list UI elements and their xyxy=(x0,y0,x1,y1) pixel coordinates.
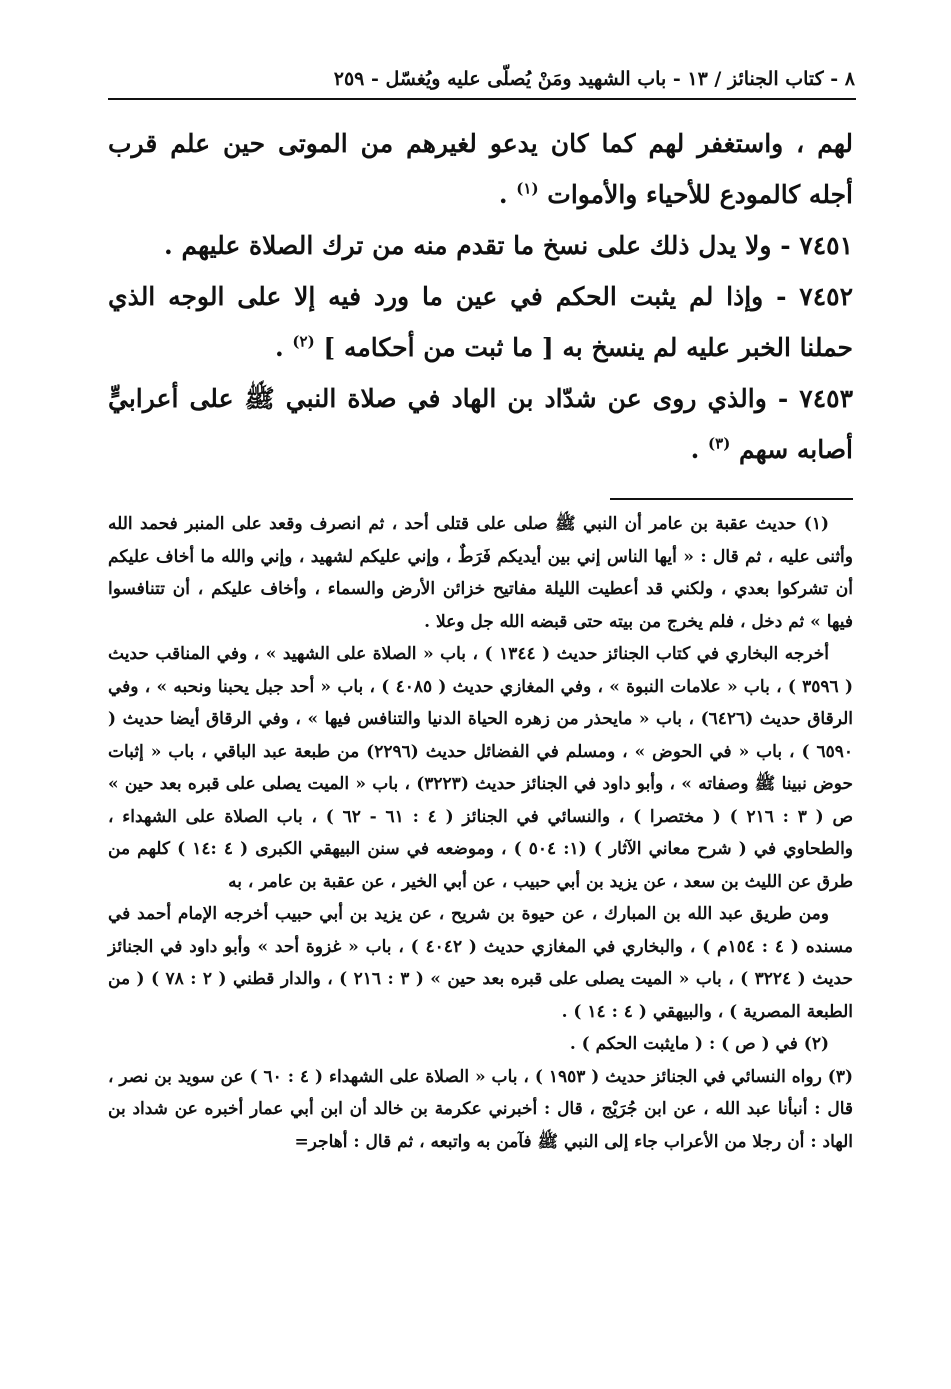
paragraph-7453-text: ٧٤٥٣ - والذي روى عن شدّاد بن الهاد في صلاة النبي ﷺ على أعرابيٍّ أصابه سهم xyxy=(108,384,853,464)
footnote-divider xyxy=(610,498,853,500)
paragraph-7452-end: . xyxy=(275,333,293,362)
paragraph-7452 xyxy=(108,271,853,373)
footnote-3: (٣) رواه النسائي في الجنائز حديث ( ١٩٥٣ ) ، باب « الصلاة على الشهداء ( ٤ : ٦٠ ) عن سويد بن نصر ، قال : أنبأنا عبد الله ، عن ابن جُرَيْج ، قال : أخبرني عكرمة بن خالد أن ابن أبي عمار أخبره عن شداد بن الهاد : أن رجلا من الأعراب جاء إلى النبي ﷺ فآمن به واتبعه ، ثم قال : أهاجر= xyxy=(108,1066,853,1152)
header-divider xyxy=(108,98,856,100)
paragraph-1-end: . xyxy=(498,180,517,209)
main-text xyxy=(108,118,853,475)
paragraph-7453-end: . xyxy=(690,435,709,464)
footnote-1-sources: أخرجه البخاري في كتاب الجنائز حديث ( ١٣٤٤ ) ، باب « الصلاة على الشهيد » ، وفي المناقب حديث ( ٣٥٩٦ ) ، باب « علامات النبوة » ، وفي المغازي حديث ( ٤٠٨٥ ) ، باب « أحد جبل يحبنا ونحبه » ، وفي الرقاق حديث (٦٤٢٦) ، باب « مايحذر من زهره الحياة الدنيا والتنافس فيها » ، وفي الرقاق أيضا حديث ( ٦٥٩٠ ) ، باب « في الحوض » ، ومسلم في الفضائل حديث (٢٢٩٦) من طبعة عبد الباقي ، باب « إثبات حوض نبينا ﷺ وصفاته » ، وأبو داود في الجنائز حديث (٣٢٢٣) ، باب « الميت يصلى على قبره بعد حين » ص ( ٣ : ٢١٦ ) ( مختصرا ) ، والنسائي في الجنائز ( ٤ : ٦١ - ٦٢ ) ، باب الصلاة على الشهداء ، والطحاوي في ( شرح معاني الآثار ) (١: ٥٠٤ ) ، وموضعه في سنن البيهقي الكبرى ( ٤ :١٤ ) كلهم من طرق عن الليث بن سعد ، عن يزيد بن أبي حبيب ، عن أبي الخير ، عن عقبة بن عامر ، به xyxy=(108,644,854,892)
running-header: ٨ - كتاب الجنائز / ١٣ - باب الشهيد ومَنْ يُصلّى عليه ويُغسّل - ٢٥٩ xyxy=(333,68,855,90)
footnotes xyxy=(108,508,853,1158)
footnote-ref-2: (٢) xyxy=(292,332,315,351)
paragraph-7451: ٧٤٥١ - ولا يدل ذلك على نسخ ما تقدم منه من ترك الصلاة عليهم . xyxy=(164,231,853,260)
footnote-1: (١) حديث عقبة بن عامر أن النبي ﷺ صلى على قتلى أحد ، ثم انصرف وقعد على المنبر فحمد الله وأثنى عليه ، ثم قال : « أيها الناس إني بين أيديكم فَرَطٌ ، وإني عليكم لشهيد ، وإني والله ما أخاف عليكم أن تشركوا بعدي ، ولكني قد أعطيت الليلة مفاتيح خزائن الأرض والسماء ، وأخاف عليكم ، أن تتنافسوا فيها » ثم دخل ، فلم يخرج من بيته حتى قبضه الله جل وعلا . xyxy=(108,514,853,632)
footnote-ref-3: (٣) xyxy=(708,434,731,453)
footnote-2: (٢) في ( ص ) : ( مايثبت الحكم ) . xyxy=(569,1034,829,1054)
paragraph-7452-text: ٧٤٥٢ - وإذا لم يثبت الحكم في عين ما ورد فيه إلا على الوجه الذي حملنا الخبر عليه لم ينسخ به [ ما ثبت من أحكامه ] xyxy=(108,282,853,362)
footnote-1-more-sources: ومن طريق عبد الله بن المبارك ، عن حيوة بن شريح ، عن يزيد بن أبي حبيب أخرجه الإمام أحمد في مسنده ( ٤ : ١٥٤م ) ، والبخاري في المغازي حديث ( ٤٠٤٢ ) ، باب « غزوة أحد » وأبو داود في الجنائز حديث ( ٣٢٢٤ ) ، باب « الميت يصلى على قبره بعد حين » ( ٣ : ٢١٦ ) ، والدار قطني ( ٢ : ٧٨ ) ( من الطبعة المصرية ) ، والبيهقي ( ٤ : ١٤ ) . xyxy=(108,904,854,1022)
paragraph-1-text: لهم ، واستغفر لهم كما كان يدعو لغيرهم من الموتى حين علم قرب أجله كالمودع للأحياء والأموات xyxy=(108,129,853,209)
paragraph-7453 xyxy=(108,373,853,475)
footnote-ref-1: (١) xyxy=(516,179,539,198)
paragraph-1 xyxy=(108,118,853,220)
